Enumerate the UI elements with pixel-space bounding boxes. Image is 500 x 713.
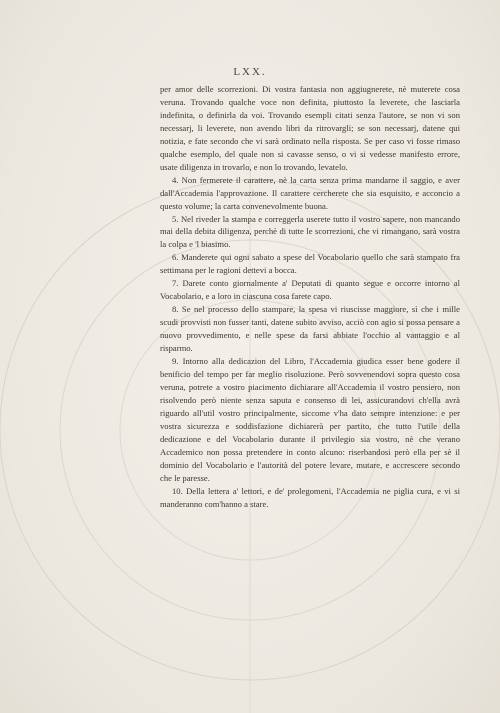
paragraph-item-5: 5. Nel riveder la stampa e correggerla userete tutto il vostro sapere, non mancando mai della debita diligenza, perchè di tutte le scorrezioni, che vi rimangano, sarà vostra la colpa e 'l biasimo. <box>160 213 460 250</box>
page-body <box>160 83 460 510</box>
paragraph-continuation: per amor delle scorrezioni. Di vostra fantasia non aggiugnerete, nè muterete cosa veruna. Trovando qualche voce non definita, piuttosto la leverete, che lasciarla indefinita, o definirla da voi. Trovando esempli citati senza l'autore, se non vi son necessarj, li leverete, non avendo libri da ritrovargli; se son necessarj, datene qui notizia, e fate secondo che vi sarà ordinato nella risposta. Se per caso vi fosse rimaso qualche esemplo, del quale non si cavasse senso, o vi si vedesse manifesto errore, usate diligenza in trovarlo, e non lo trovando, levatelo. <box>160 84 460 172</box>
paragraph-item-10: 10. Della lettera a' lettori, e de' prolegomeni, l'Accademia ne piglia cura, e vi si manderanno com'hanno a stare. <box>160 485 460 509</box>
page-number: LXX. <box>233 66 267 78</box>
paragraph-item-6: 6. Manderete qui ogni sabato a spese del Vocabolario quello che sarà stampato fra settimana per le ragioni dettevi a bocca. <box>160 252 460 276</box>
paragraph-item-9: 9. Intorno alla dedicazion del Libro, l'Accademia giudica esser bene godere il benificio del tempo per far meglio risoluzione. Però sovvenendovi sopra questo cosa veruna, potrete a vostro piacimento dichiarare all'Accademia il vostro pensiero, non risolvendo però niente senza saputa e consenso di lei, assicurandovi ch'ella avrà riguardo all'util vostro principalmente, siccome v'ha dato sempre intenzione: e per vostra sicurezza e soddisfazione dichiarerà per partito, che tutto l'utile della dedicazione e del Vocabolario durante il privilegio sia vostro, nè che verano Accademico non possa pretendere in conto alcuno: riserbandosi però ella per sè il dominio del Vocabolario e l'autorità del potere levare, mutare, e accrescere secondo che le paresse. <box>160 356 460 483</box>
paragraph-item-4: 4. Non fermerete il carattere, nè la carta senza prima mandarne il saggio, e aver dall'Accademia l'approvazione. Il carattere cercherete che sia esquisito, e acconcio a questo volume; la carta convenevolmente buona. <box>160 174 460 211</box>
paragraph-item-8: 8. Se nel processo dello stampare, la spesa vi riuscisse maggiore, sì che i mille scudi provvisti non fusser tanti, datene subito avviso, acciò con agio si possa pensare a nuovo provvedimento, e nelle spese da farsi abbiate l'occhio al vantaggio e al risparmo. <box>160 304 460 354</box>
paragraph-item-7: 7. Darete conto giornalmente a' Deputati di quanto segue e occorre intorno al Vocabolario, e a loro in ciascuna cosa farete capo. <box>160 278 460 302</box>
